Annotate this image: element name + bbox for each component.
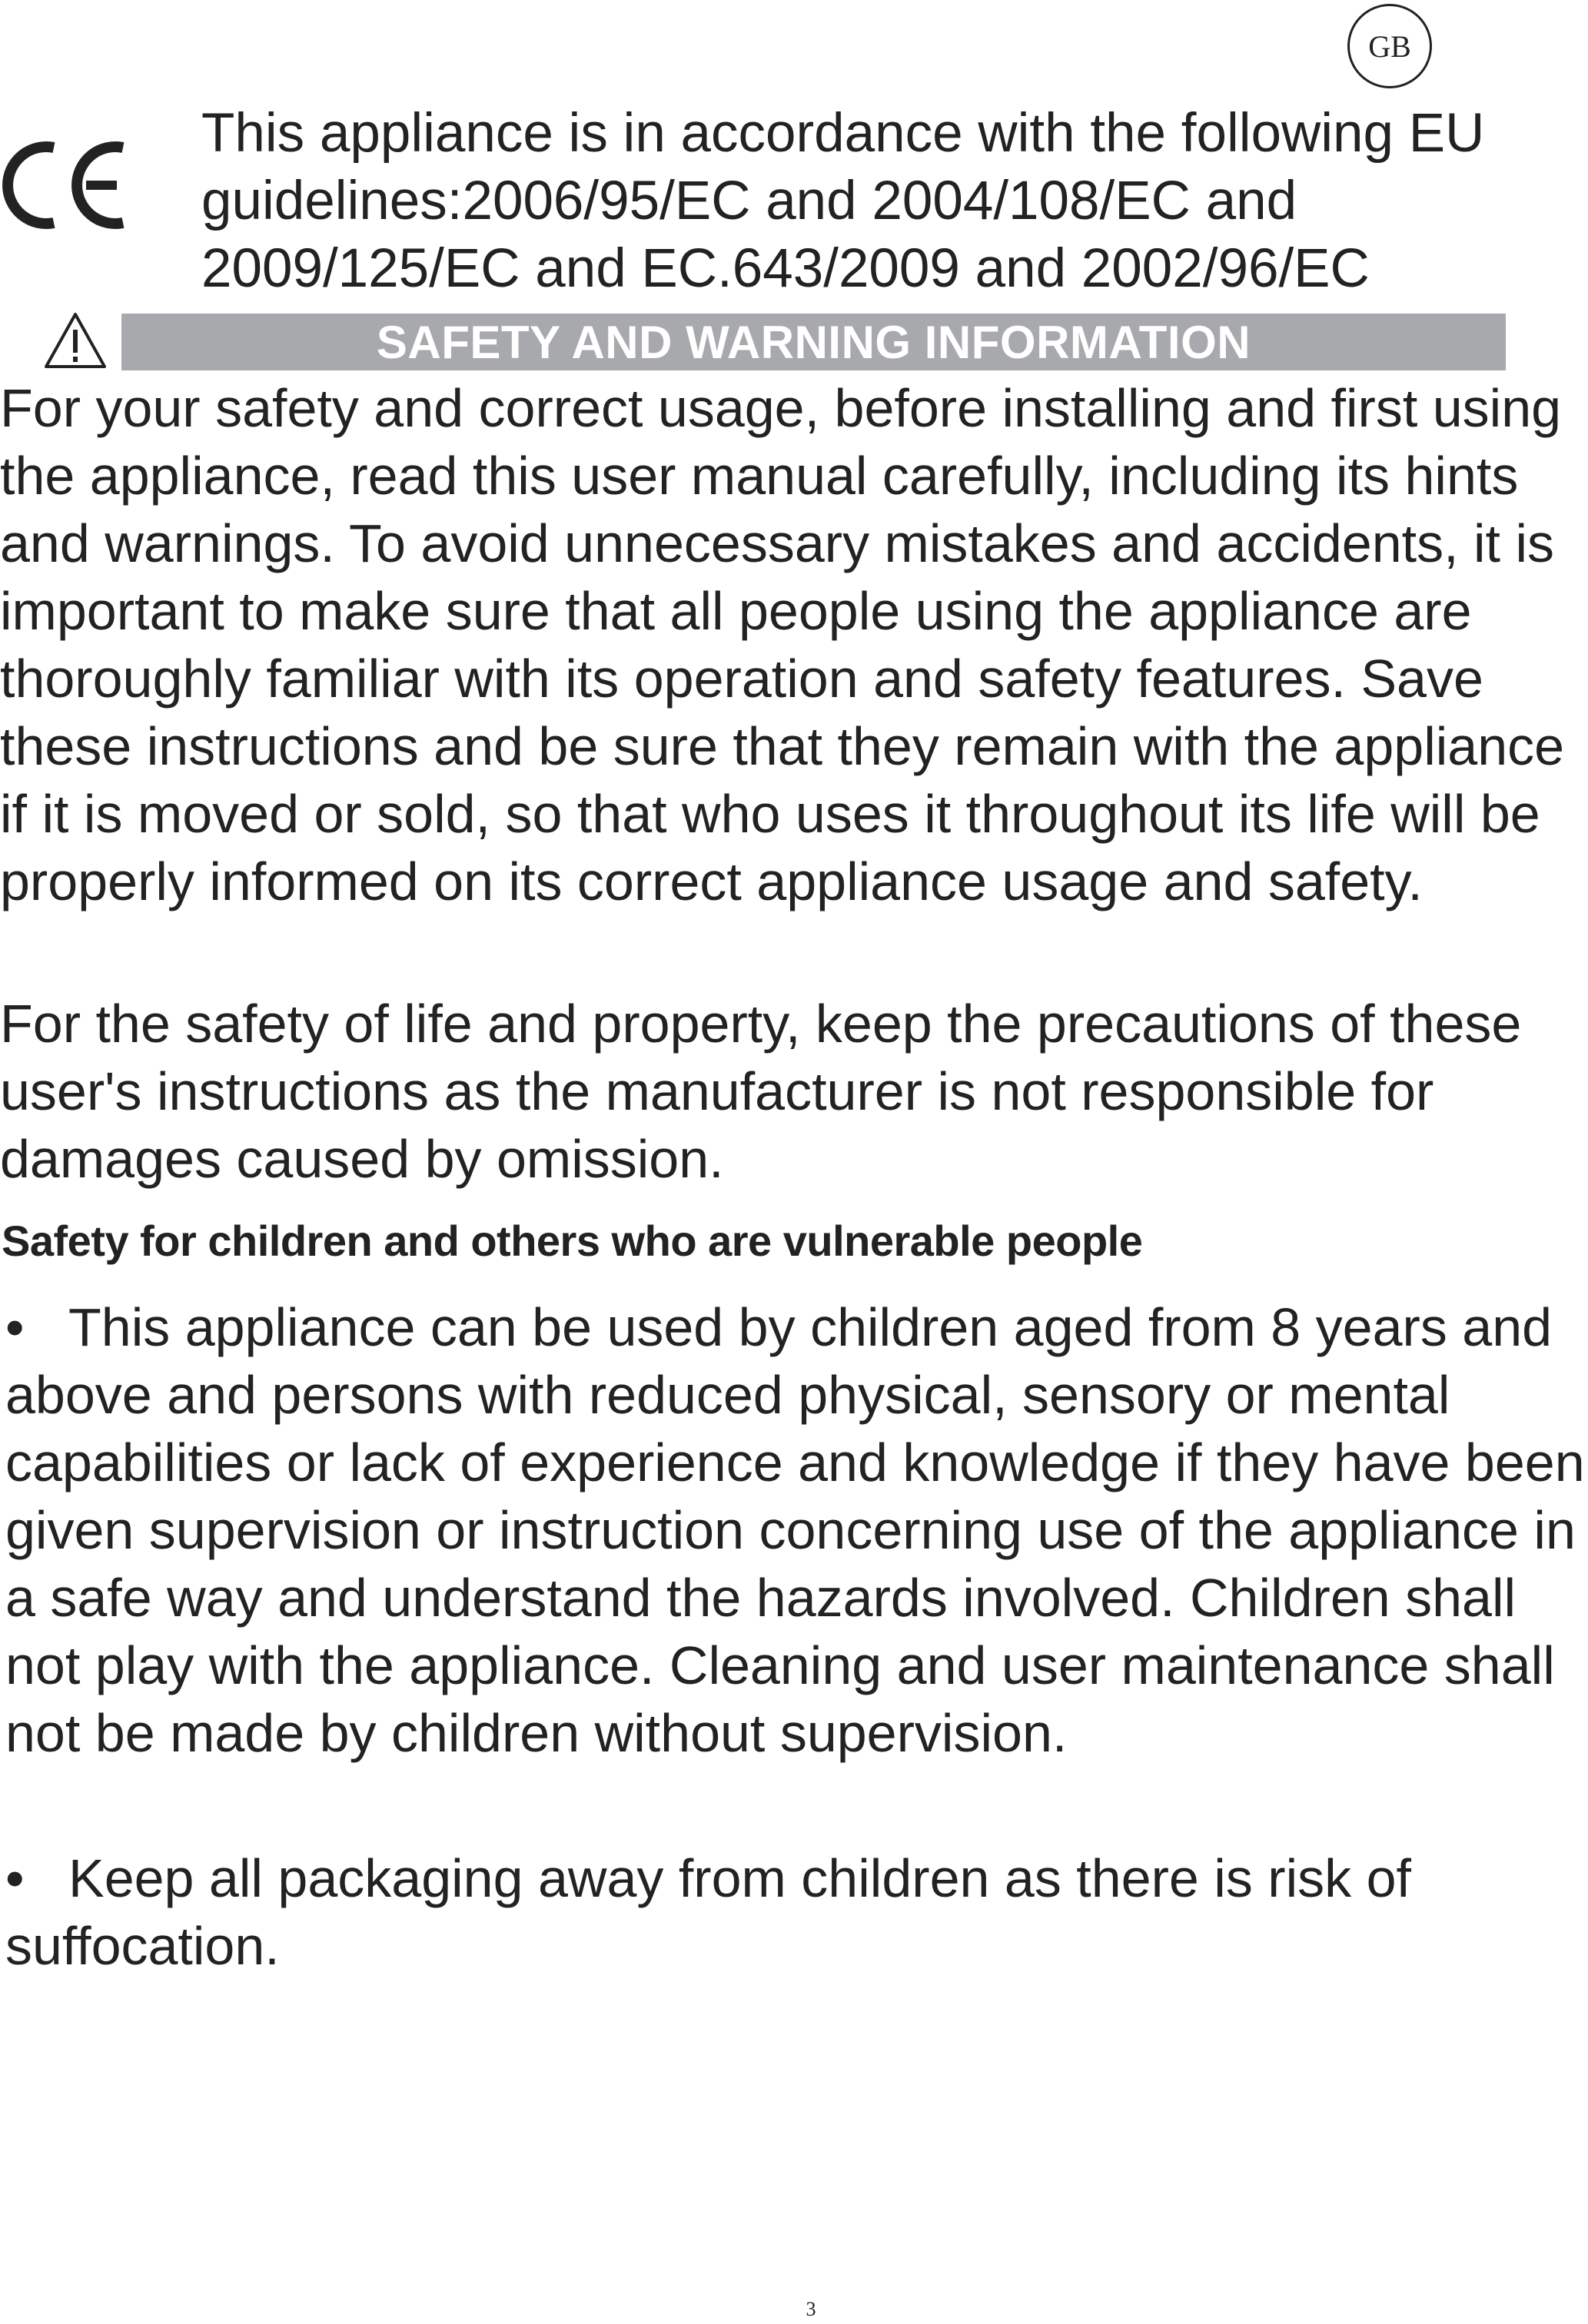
compliance-statement: This appliance is in accordance with the following EU guidelines:2006/95/EC and 2004/108/EC and 2009/125/EC and EC.643/2009 and 2002/96/EC xyxy=(201,103,1485,299)
list-item xyxy=(5,1844,1585,1980)
list-item-text: Keep all packaging away from children as there is risk of suffocation. xyxy=(5,1848,1411,1976)
list-item xyxy=(5,1293,1585,1767)
warning-triangle-icon xyxy=(43,311,108,370)
ce-mark-icon xyxy=(0,137,131,234)
liability-paragraph: For the safety of life and property, keep the precautions of these user's instructions as the manufacturer is not responsible for damages caused by omission. xyxy=(0,994,1522,1189)
intro-paragraph: For your safety and correct usage, before installing and first using the appliance, read this user manual carefully, including its hints and warnings. To avoid unnecessary mistakes and accidents, it is important to make sure that all people using the appliance are thoroughly familiar with its operation and safety features. Save these instructions and be sure that they remain with the appliance if it is moved or sold, so that who uses it throughout its life will be properly informed on its correct appliance usage and safety. xyxy=(0,378,1565,911)
region-badge: GB xyxy=(1347,4,1432,88)
list-item-text: This appliance can be used by children aged from 8 years and above and persons with reduced physical, sensory or mental capabilities or lack of experience and knowledge if they have been given supervision or instruction concerning use of the appliance in a safe way and understand the hazards involved. Children shall not play with the appliance. Cleaning and user maintenance shall not be made by children without supervision. xyxy=(5,1297,1585,1763)
children-safety-heading: Safety for children and others who are vulnerable people xyxy=(2,1217,1143,1265)
bullet-icon: • xyxy=(5,1297,25,1357)
section-title-bar xyxy=(121,314,1506,370)
section-title: SAFETY AND WARNING INFORMATION xyxy=(376,316,1251,368)
bullet-icon: • xyxy=(5,1848,25,1908)
page-number: 3 xyxy=(806,2298,816,2320)
